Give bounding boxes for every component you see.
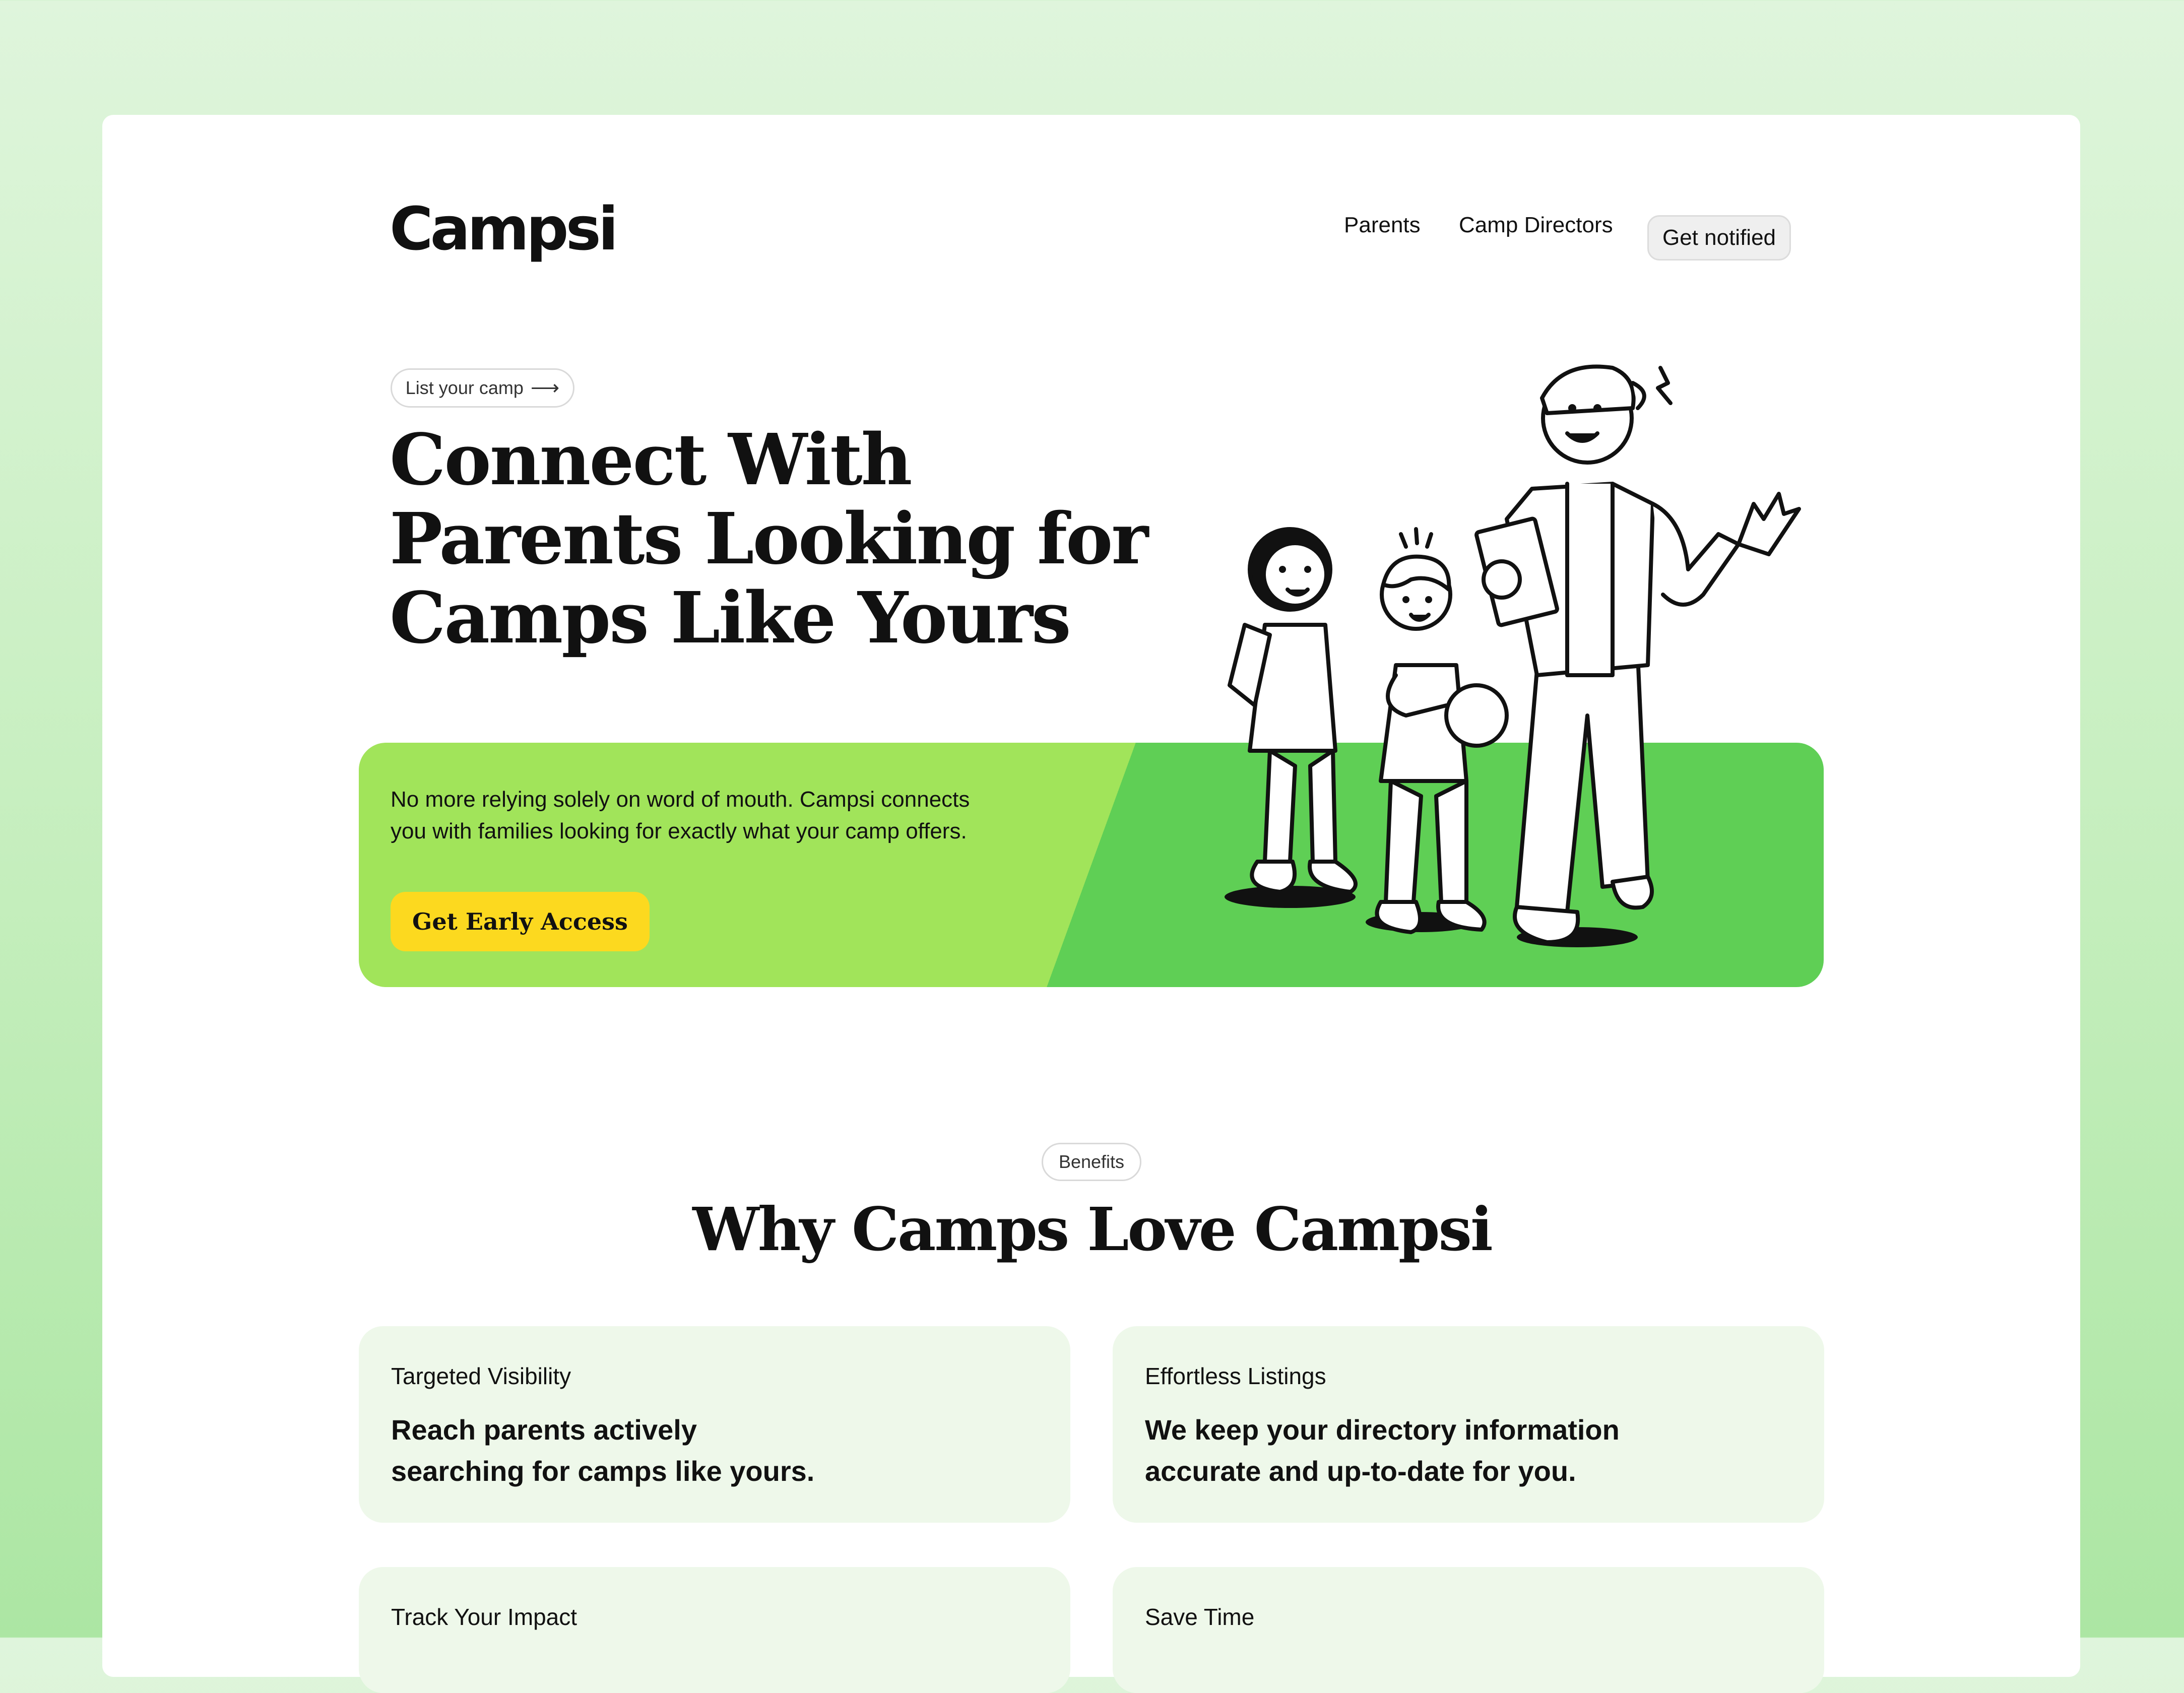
feature-card-save-time	[1113, 1567, 1824, 1693]
feature-description-line: searching for camps like yours.	[391, 1455, 815, 1487]
get-notified-button[interactable]: Get notified	[1647, 215, 1791, 261]
feature-title: Targeted Visibility	[391, 1363, 571, 1389]
hero-description-line: No more relying solely on word of mouth. Campsi connects	[391, 787, 970, 812]
hero-description-line: you with families looking for exactly what your camp offers.	[391, 819, 967, 843]
camp-illustration	[1184, 353, 1819, 962]
get-early-access-button[interactable]: Get Early Access	[391, 892, 650, 951]
feature-description	[1145, 1409, 1724, 1492]
feature-description-line: We keep your directory information	[1145, 1414, 1620, 1446]
feature-card-effortless-listings	[1113, 1326, 1824, 1523]
feature-description	[391, 1409, 971, 1492]
hero-title	[390, 421, 1196, 658]
campsi-logo[interactable]: Campsi	[390, 194, 616, 264]
list-your-camp-label: List your camp	[405, 377, 524, 398]
feature-title: Save Time	[1145, 1604, 1255, 1630]
benefits-pill: Benefits	[1042, 1143, 1141, 1181]
feature-description-line: Reach parents actively	[391, 1414, 697, 1446]
nav-camp-directors[interactable]: Camp Directors	[1459, 213, 1613, 237]
hero-title-line: Parents Looking for	[390, 498, 1147, 580]
hero-description	[391, 784, 1071, 847]
hero-title-line: Camps Like Yours	[390, 577, 1070, 660]
feature-title: Effortless Listings	[1145, 1363, 1326, 1389]
feature-title: Track Your Impact	[391, 1604, 577, 1630]
feature-card-targeted-visibility	[359, 1326, 1070, 1523]
list-your-camp-link[interactable]	[391, 368, 574, 408]
feature-card-track-your-impact	[359, 1567, 1070, 1693]
feature-description-line: accurate and up-to-date for you.	[1145, 1455, 1576, 1487]
nav-parents[interactable]: Parents	[1344, 213, 1421, 237]
arrow-right-icon: ⟶	[530, 377, 560, 399]
benefits-title: Why Camps Love Campsi	[692, 1194, 1492, 1264]
hero-title-line: Connect With	[390, 419, 911, 501]
